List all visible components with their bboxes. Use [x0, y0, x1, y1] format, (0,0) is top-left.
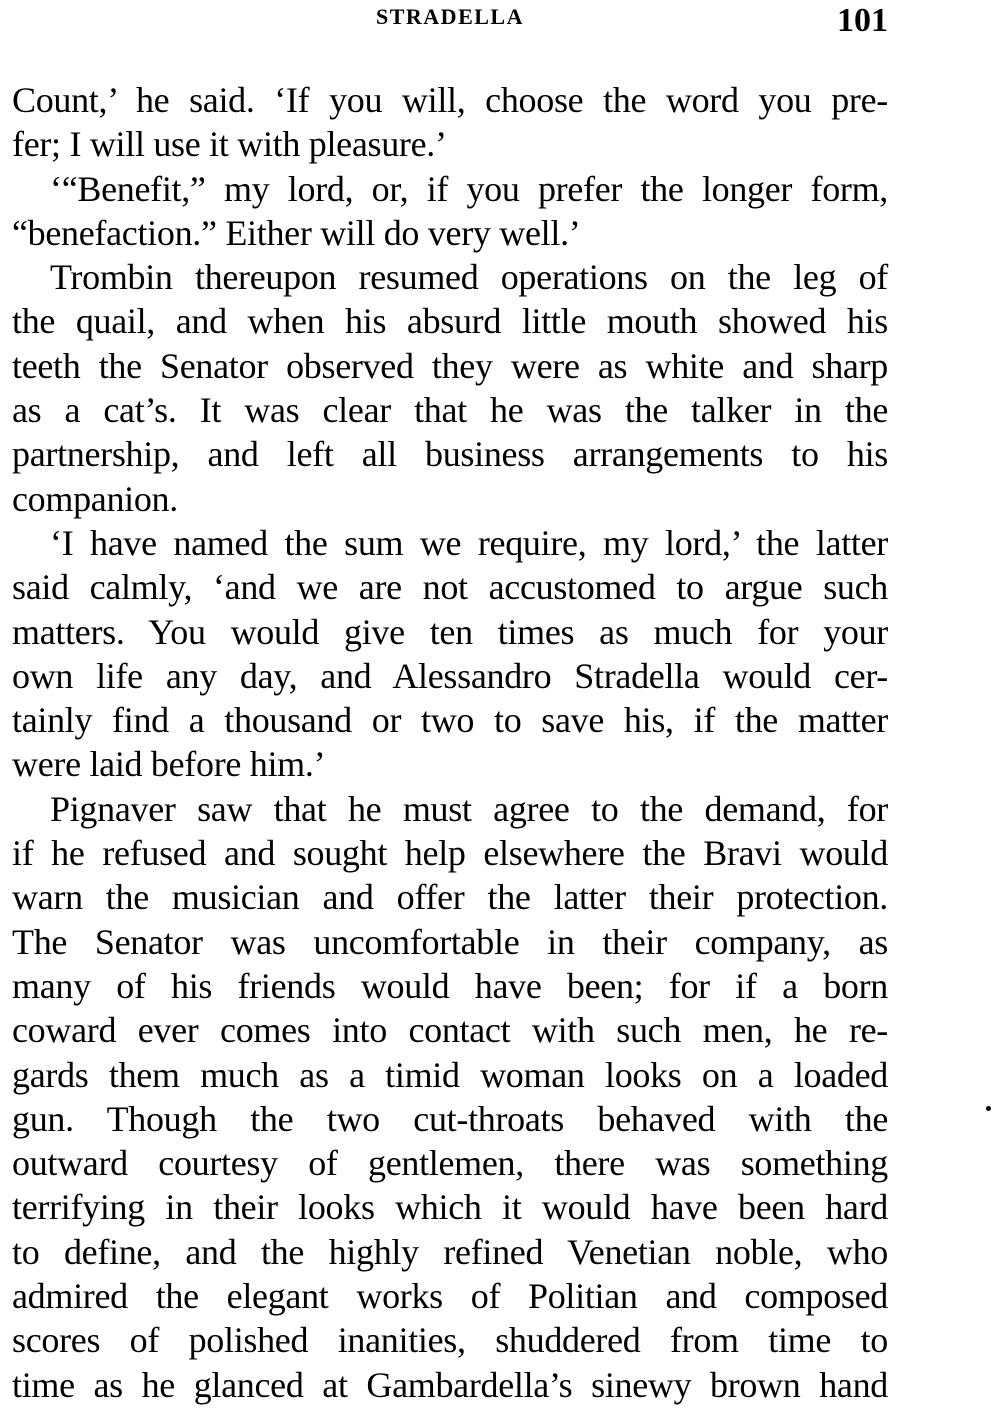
- page-number: 101: [837, 2, 888, 39]
- body-text: [12, 78, 888, 1407]
- text-line: Trombin thereupon resumed operations on the leg of: [50, 257, 888, 298]
- book-page: [12, 0, 888, 1407]
- text-line: warn the musician and offer the latter their protection.: [12, 877, 888, 918]
- text-line: the quail, and when his absurd little mouth showed his: [12, 301, 888, 342]
- text-line: time as he glanced at Gambardella’s sinewy brown hand: [12, 1364, 888, 1405]
- text-line: The Senator was uncomfortable in their company, as: [12, 921, 888, 962]
- page-header: [12, 0, 888, 48]
- text-line: outward courtesy of gentlemen, there was something: [12, 1143, 888, 1184]
- text-line: terrifying in their looks which it would have been hard: [12, 1187, 888, 1228]
- text-line: Count,’ he said. ‘If you will, choose the word you pre-: [12, 80, 888, 120]
- text-line: Pignaver saw that he must agree to the demand, for: [50, 788, 888, 829]
- text-line: ‘I have named the sum we require, my lord,’ the latter: [50, 522, 888, 563]
- text-line: as a cat’s. It was clear that he was the talker in the: [12, 390, 888, 431]
- text-line: said calmly, ‘and we are not accustomed to argue such: [12, 567, 888, 608]
- text-line: to define, and the highly refined Venetian noble, who: [12, 1231, 888, 1272]
- text-line: “benefaction.” Either will do very well.’: [12, 212, 581, 253]
- text-line: own life any day, and Alessandro Stradella would cer-: [12, 655, 888, 696]
- text-line: admired the elegant works of Politian and composed: [12, 1276, 888, 1317]
- running-title: STRADELLA: [376, 4, 524, 29]
- text-line: fer; I will use it with pleasure.’: [12, 124, 447, 165]
- text-line: tainly find a thousand or two to save his, if the matter: [12, 700, 888, 741]
- text-line: were laid before him.’: [12, 744, 326, 785]
- text-line: teeth the Senator observed they were as white and sharp: [12, 345, 888, 386]
- text-line: gards them much as a timid woman looks on a loaded: [12, 1054, 888, 1095]
- text-line: coward ever comes into contact with such men, he re-: [12, 1010, 888, 1051]
- text-line: ‘“Benefit,” my lord, or, if you prefer the longer form,: [50, 168, 888, 209]
- text-line: if he refused and sought help elsewhere the Bravi would: [12, 833, 888, 874]
- text-line: partnership, and left all business arrangements to his: [12, 434, 888, 475]
- text-line: gun. Though the two cut-throats behaved with the: [12, 1098, 888, 1139]
- text-line: many of his friends would have been; for if a born: [12, 965, 888, 1006]
- text-line: matters. You would give ten times as much for your: [12, 611, 888, 652]
- text-line: companion.: [12, 478, 178, 519]
- text-line: scores of polished inanities, shuddered from time to: [12, 1320, 888, 1361]
- stray-ink-dot: [986, 1106, 991, 1111]
